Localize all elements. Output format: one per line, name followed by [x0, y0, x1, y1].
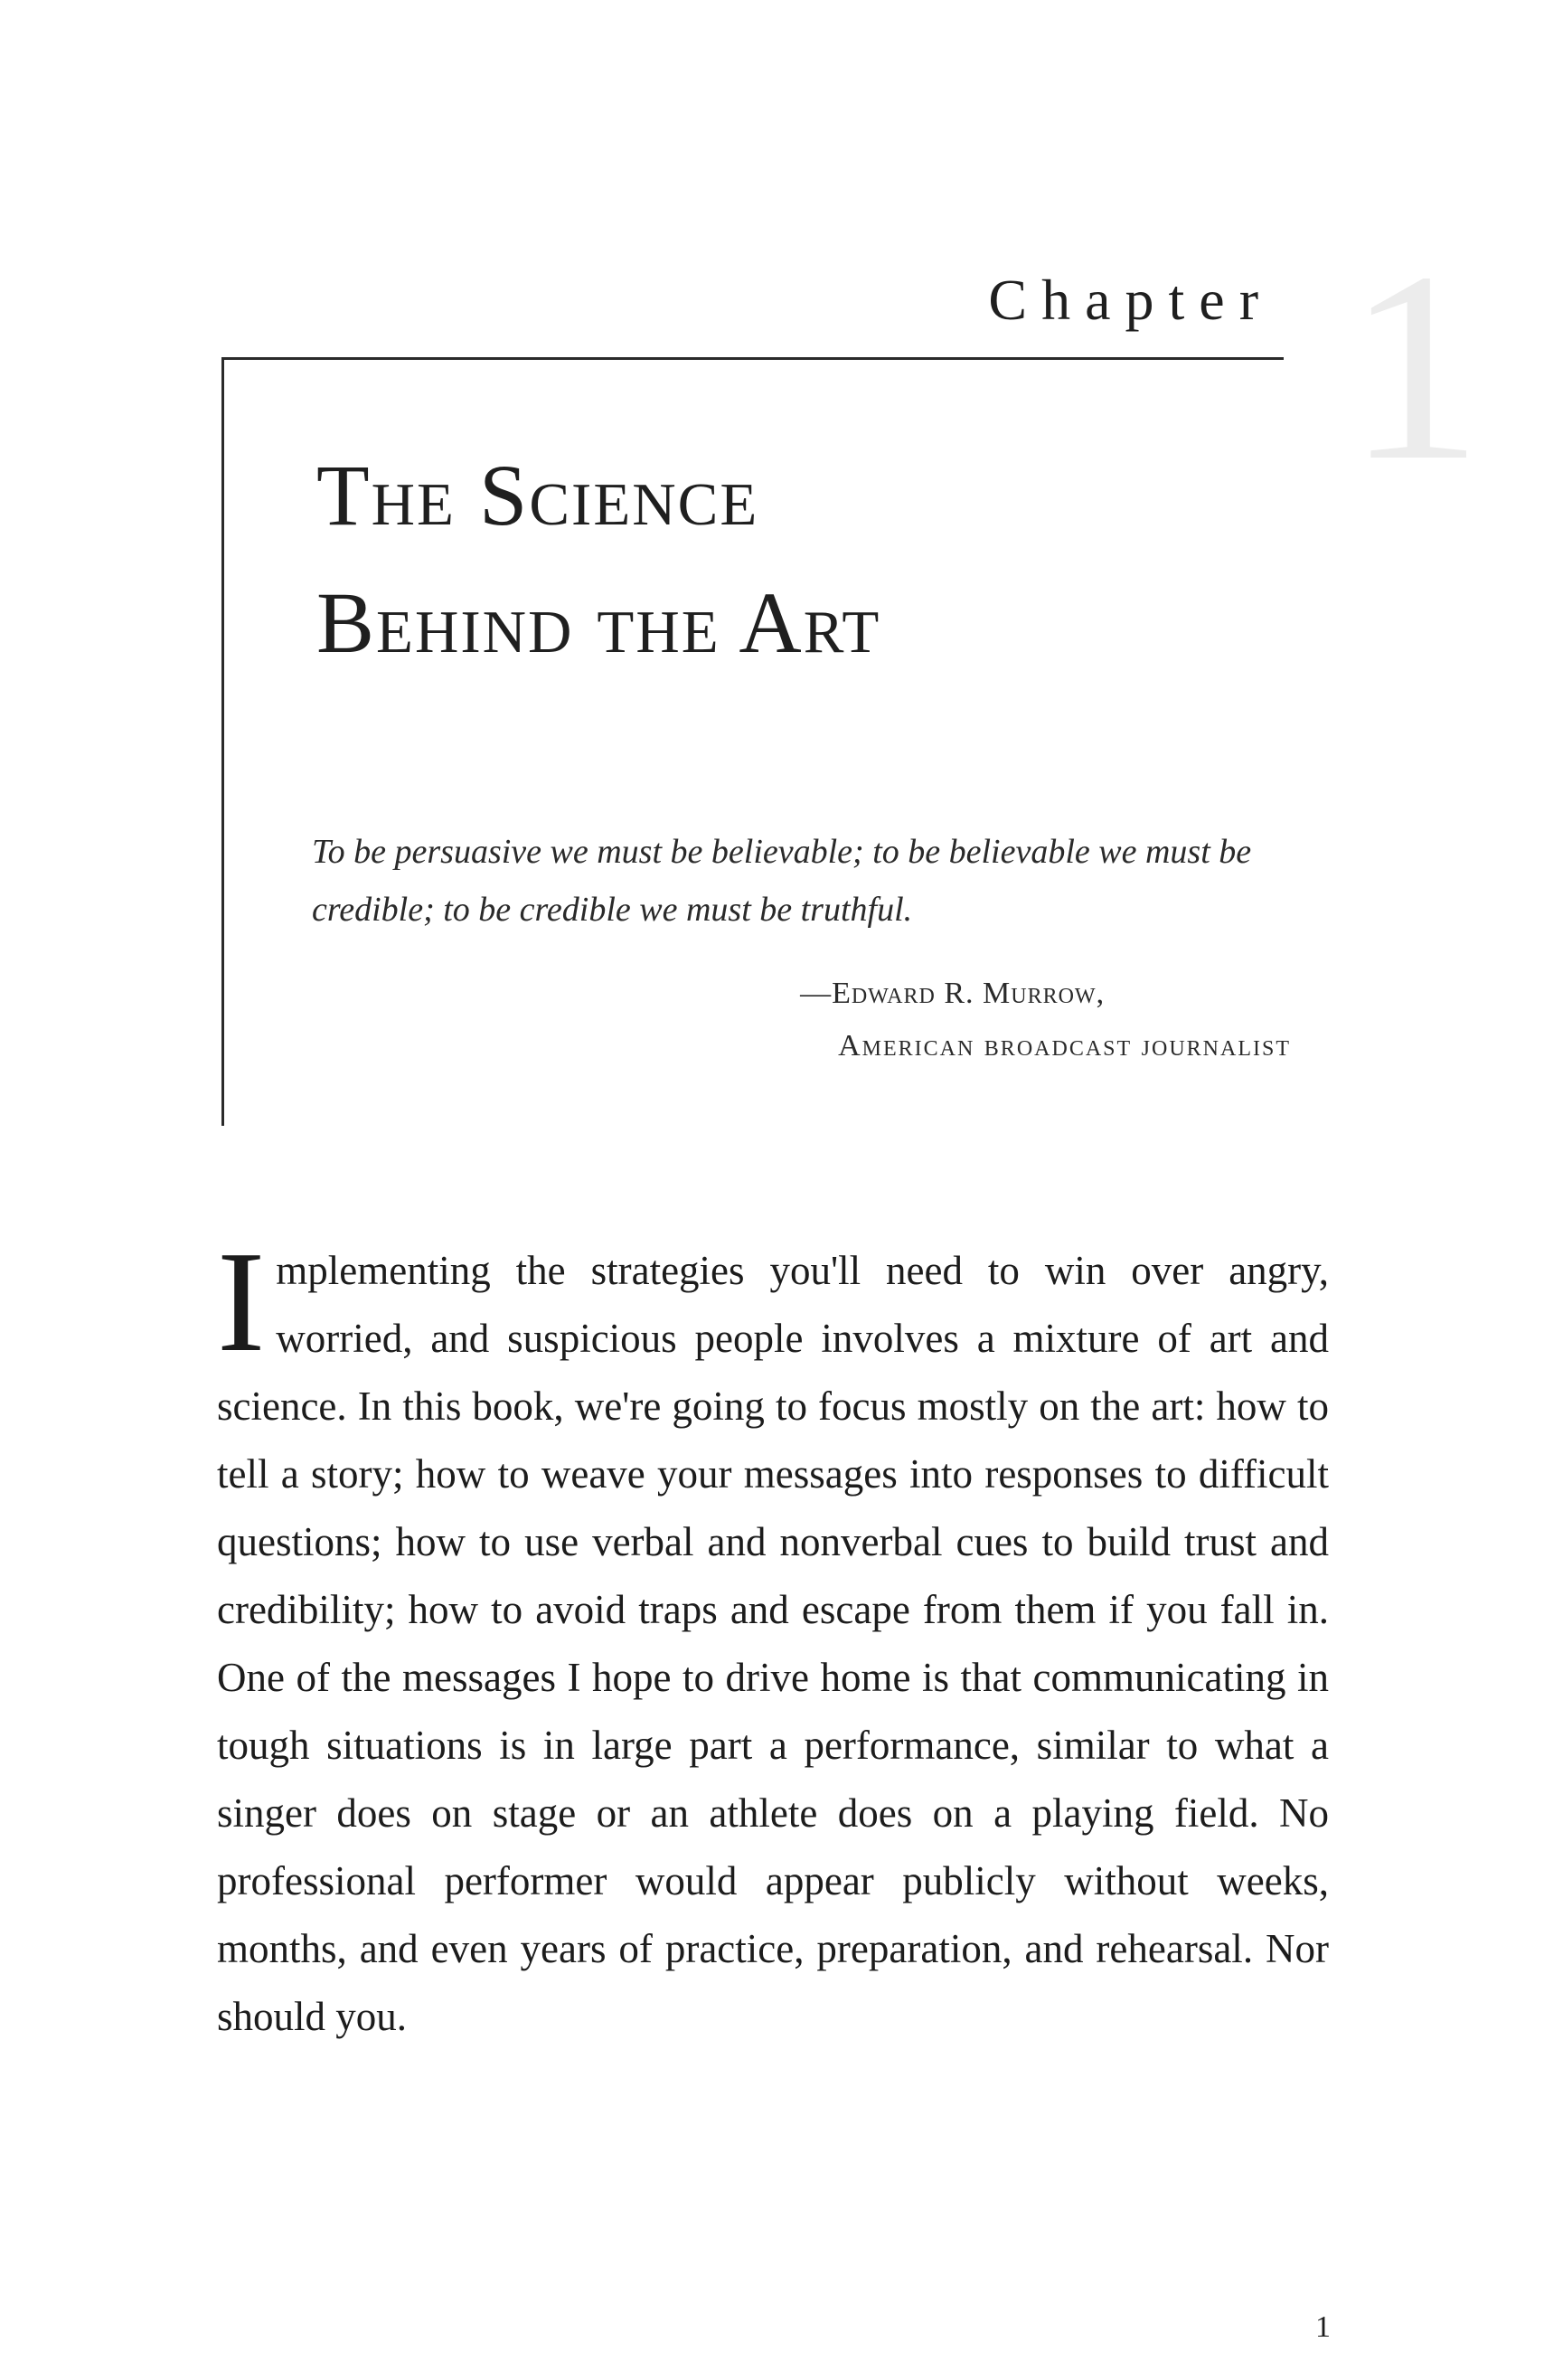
chapter-title-line-2: Behind the Art	[316, 574, 881, 671]
chapter-frame-left-rule	[221, 357, 224, 1126]
chapter-title	[316, 447, 881, 671]
chapter-title-line-1: The Science	[316, 447, 759, 543]
body-paragraph	[217, 1221, 1329, 2051]
chapter-frame-top-rule	[221, 357, 1284, 360]
epigraph-author: —Edward R. Murrow,	[800, 977, 1106, 1010]
body-paragraph-text: mplementing the strategies you'll need to win over angry, worried, and suspicious people involves a mixture of art and science. In this book, we're going to focus mostly on the art: how to tell a story; how to weave your messages into responses to difficult questions; how to use verbal and nonverbal cues to build trust and credibility; how to avoid traps and escape from them if you fall in. One of the messages I hope to drive home is that communicating in tough situations is in large part a performance, similar to what a singer does on stage or an athlete does on a playing field. No professional performer would appear publicly without weeks, months, and even years of practice, preparation, and rehearsal. Nor should you.	[217, 1248, 1329, 2039]
epigraph-author-role: American broadcast journalist	[838, 1029, 1291, 1062]
epigraph-attribution	[800, 968, 1291, 1072]
chapter-label: Chapter	[988, 268, 1273, 332]
drop-cap-letter: I	[217, 1221, 266, 1382]
page-number: 1	[1315, 2310, 1331, 2344]
chapter-number: 1	[1347, 216, 1483, 516]
epigraph-quote: To be persuasive we must be believable; to be believable we must be credible; to be credible we must be truthful.	[312, 833, 1252, 929]
